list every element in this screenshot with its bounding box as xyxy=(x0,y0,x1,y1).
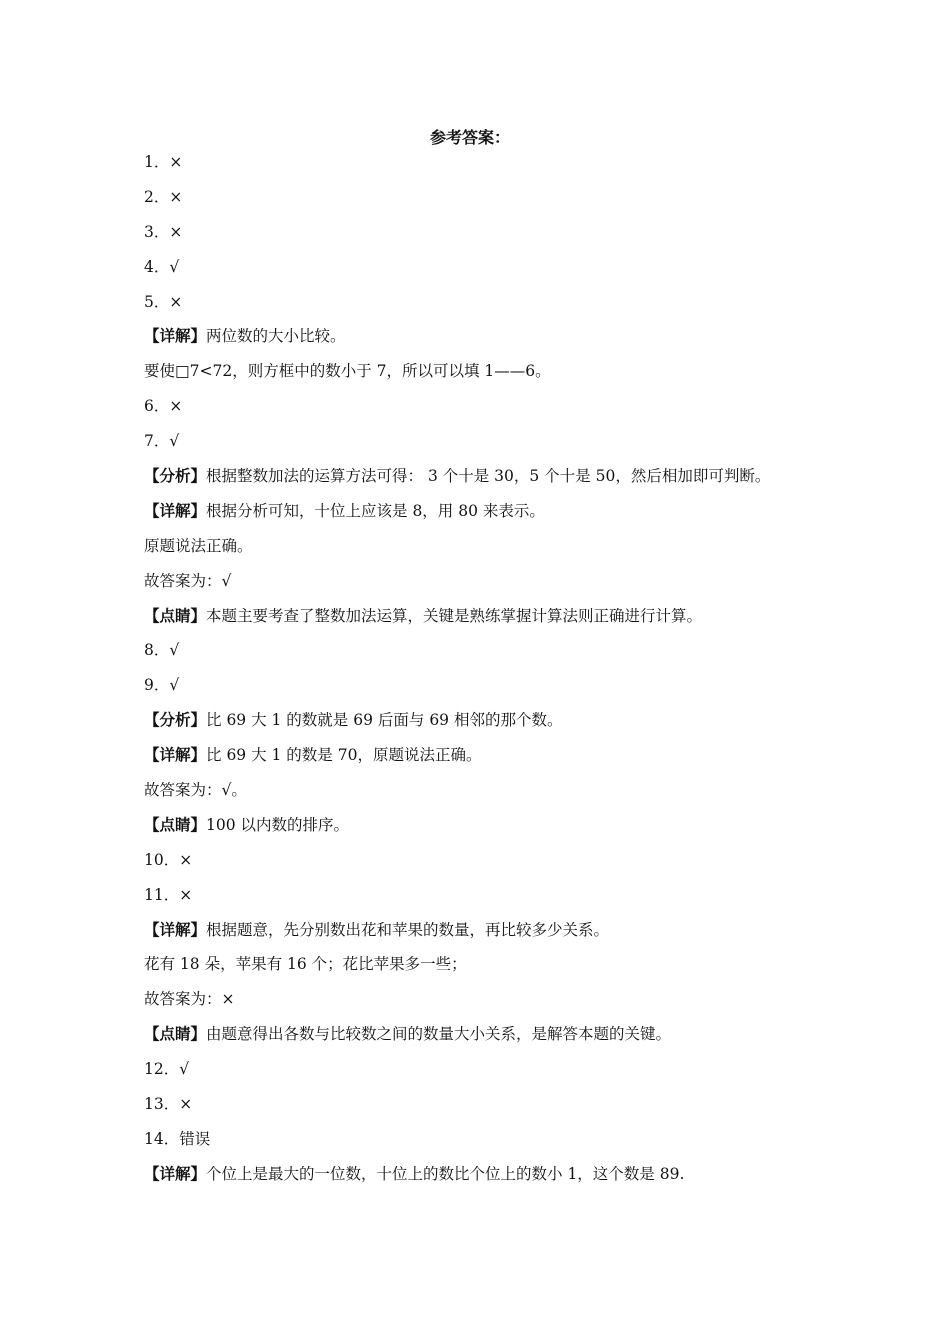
section-tag: 【点睛】 xyxy=(144,814,207,834)
answer-text: 故答案为：× xyxy=(144,990,235,1009)
answer-line xyxy=(144,606,824,641)
answer-list xyxy=(144,152,824,1199)
answer-text: 比 69 大 1 的数是 70，原题说法正确。 xyxy=(206,746,482,765)
answer-text: 14．错误 xyxy=(144,1129,211,1148)
answer-text: 根据整数加法的运算方法可得： 3 个十是 30，5 个十是 50，然后相加即可判断。 xyxy=(206,467,771,486)
answer-line xyxy=(144,466,824,501)
answer-line xyxy=(144,536,824,571)
section-tag: 【详解】 xyxy=(144,326,207,346)
answer-line xyxy=(144,187,824,222)
answer-text: 6．× xyxy=(144,397,183,416)
answer-text: 个位上是最大的一位数，十位上的数比个位上的数小 1，这个数是 89. xyxy=(206,1164,685,1183)
answer-line xyxy=(144,152,824,187)
answer-text: 8．√ xyxy=(144,641,180,660)
answer-text: 100 以内数的排序。 xyxy=(206,815,350,834)
answer-text: 2．× xyxy=(144,187,183,206)
answer-text: 本题主要考查了整数加法运算，关键是熟练掌握计算法则正确进行计算。 xyxy=(206,606,703,625)
answer-line xyxy=(144,885,824,920)
answer-line xyxy=(144,292,824,327)
section-tag: 【详解】 xyxy=(144,745,207,765)
section-tag: 【详解】 xyxy=(144,500,207,520)
section-tag: 【详解】 xyxy=(144,919,207,939)
answer-line xyxy=(144,1164,824,1199)
answer-line xyxy=(144,745,824,780)
answer-text: 故答案为：√ xyxy=(144,571,232,590)
answer-text: 要使□7<72，则方框中的数小于 7，所以可以填 1——6。 xyxy=(144,362,551,381)
answer-line xyxy=(144,326,824,361)
answer-text: 11．× xyxy=(144,885,193,904)
answer-text: 9．√ xyxy=(144,676,180,695)
answer-line xyxy=(144,710,824,745)
answer-text: 1．× xyxy=(144,153,183,171)
answer-line xyxy=(144,1094,824,1129)
answer-text: 故答案为：√。 xyxy=(144,781,247,800)
answer-text: 5．× xyxy=(144,292,183,311)
answer-text: 由题意得出各数与比较数之间的数量大小关系，是解答本题的关键。 xyxy=(206,1025,672,1044)
answer-text: 3．× xyxy=(144,222,183,241)
answer-text: 花有 18 朵，苹果有 16 个；花比苹果多一些； xyxy=(144,955,467,974)
answer-line xyxy=(144,920,824,955)
answer-line xyxy=(144,396,824,431)
answer-text: 比 69 大 1 的数就是 69 后面与 69 相邻的那个数。 xyxy=(206,711,563,730)
answer-line xyxy=(144,1024,824,1059)
answer-text: 10．× xyxy=(144,850,193,869)
answer-line xyxy=(144,571,824,606)
answer-text: 4．√ xyxy=(144,257,180,276)
answer-line xyxy=(144,989,824,1024)
answer-text: 根据分析可知，十位上应该是 8，用 80 来表示。 xyxy=(206,501,545,520)
section-tag: 【详解】 xyxy=(144,1163,207,1183)
answer-line xyxy=(144,222,824,257)
answer-line xyxy=(144,1059,824,1094)
answer-line xyxy=(144,1129,824,1164)
answer-text: 7．√ xyxy=(144,432,180,451)
answer-line xyxy=(144,501,824,536)
page-title: 参考答案： xyxy=(429,128,510,147)
answer-text: 13．× xyxy=(144,1095,193,1114)
answer-text: 根据题意，先分别数出花和苹果的数量，再比较多少关系。 xyxy=(206,920,610,939)
answer-line xyxy=(144,815,824,850)
answer-text: 原题说法正确。 xyxy=(144,536,253,555)
answer-text: 两位数的大小比较。 xyxy=(206,327,346,346)
section-tag: 【点睛】 xyxy=(144,1024,207,1044)
answer-line xyxy=(144,431,824,466)
section-tag: 【分析】 xyxy=(144,466,207,486)
answer-line xyxy=(144,954,824,989)
answer-line xyxy=(144,780,824,815)
section-tag: 【点睛】 xyxy=(144,605,207,625)
answer-line xyxy=(144,675,824,710)
answer-line xyxy=(144,640,824,675)
answer-line xyxy=(144,361,824,396)
answer-text: 12．√ xyxy=(144,1060,190,1079)
section-tag: 【分析】 xyxy=(144,710,207,730)
answer-line xyxy=(144,850,824,885)
answer-line xyxy=(144,257,824,292)
